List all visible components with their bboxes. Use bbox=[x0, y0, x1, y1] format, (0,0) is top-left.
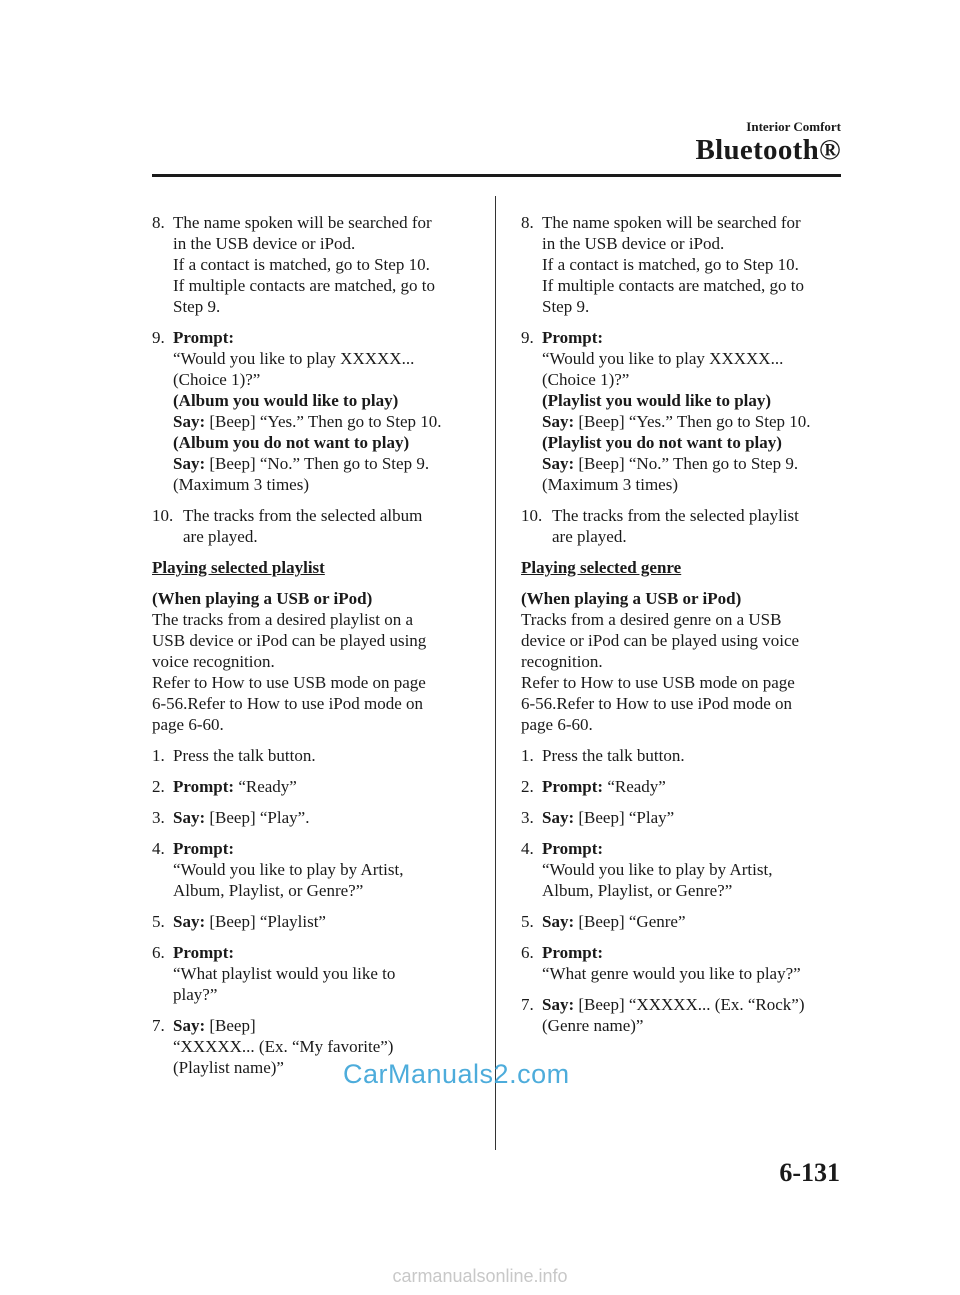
condition-note: (When playing a USB or iPod) bbox=[152, 589, 373, 608]
left-step-8 bbox=[152, 212, 470, 317]
step-number: 9. bbox=[521, 328, 534, 347]
step-number: 1. bbox=[152, 746, 165, 765]
right-step-1 bbox=[521, 745, 839, 766]
right-step-10 bbox=[521, 505, 839, 547]
text-line: (Playlist name)” bbox=[173, 1058, 284, 1077]
condition-note: (When playing a USB or iPod) bbox=[521, 589, 742, 608]
step-number: 3. bbox=[521, 808, 534, 827]
say-label: Say: bbox=[173, 1016, 206, 1035]
left-step-1 bbox=[152, 745, 470, 766]
section-heading: Playing selected genre bbox=[521, 558, 682, 577]
step-number: 4. bbox=[521, 839, 534, 858]
step-number: 10. bbox=[152, 506, 174, 525]
text-line: [Beep] “Play” bbox=[578, 808, 675, 827]
step-number: 9. bbox=[152, 328, 165, 347]
say-line bbox=[542, 411, 839, 432]
say-label: Say: bbox=[542, 412, 575, 431]
step-number: 2. bbox=[521, 777, 534, 796]
choice-condition: (Playlist you would like to play) bbox=[542, 391, 772, 410]
text-line: [Beep] “Genre” bbox=[578, 912, 686, 931]
text-line: Refer to How to use USB mode on page bbox=[521, 673, 795, 692]
right-step-2 bbox=[521, 776, 839, 797]
step-number: 8. bbox=[152, 213, 165, 232]
say-text: [Beep] “No.” Then go to Step 9. bbox=[578, 454, 799, 473]
prompt-label: Prompt: bbox=[542, 943, 604, 962]
say-line bbox=[173, 411, 470, 432]
say-text: [Beep] “No.” Then go to Step 9. bbox=[209, 454, 430, 473]
text-line: [Beep] bbox=[209, 1016, 256, 1035]
prompt-label: Prompt: bbox=[173, 777, 235, 796]
left-column bbox=[152, 212, 470, 1088]
left-step-2 bbox=[152, 776, 470, 797]
say-label: Say: bbox=[542, 995, 575, 1014]
say-text: [Beep] “Yes.” Then go to Step 10. bbox=[209, 412, 442, 431]
text-line: Tracks from a desired genre on a USB bbox=[521, 610, 782, 629]
text-line: voice recognition. bbox=[152, 652, 275, 671]
intro-paragraph bbox=[521, 588, 839, 735]
right-column bbox=[521, 212, 839, 1046]
say-line bbox=[542, 453, 839, 474]
text-line: device or iPod can be played using voice bbox=[521, 631, 800, 650]
text-line: The name spoken will be searched for bbox=[173, 213, 432, 232]
text-line: “Would you like to play XXXXX... bbox=[542, 349, 784, 368]
step-number: 1. bbox=[521, 746, 534, 765]
text-line: The tracks from the selected album bbox=[183, 506, 423, 525]
left-step-10 bbox=[152, 505, 470, 547]
page-number: 6-131 bbox=[779, 1158, 840, 1187]
text-line: If multiple contacts are matched, go to bbox=[173, 276, 435, 295]
choice-condition: (Album you do not want to play) bbox=[173, 433, 410, 452]
text-line: The name spoken will be searched for bbox=[542, 213, 801, 232]
section-heading: Playing selected playlist bbox=[152, 558, 325, 577]
left-step-4 bbox=[152, 838, 470, 901]
prompt-label: Prompt: bbox=[542, 777, 604, 796]
header-rule bbox=[152, 174, 841, 177]
text-line: “Ready” bbox=[607, 777, 666, 796]
say-label: Say: bbox=[173, 808, 206, 827]
text-line: Refer to How to use USB mode on page bbox=[152, 673, 426, 692]
left-step-9 bbox=[152, 327, 470, 495]
text-line: 6-56.Refer to How to use iPod mode on bbox=[152, 694, 424, 713]
step-number: 3. bbox=[152, 808, 165, 827]
say-label: Say: bbox=[173, 454, 206, 473]
watermark: CarManuals2.com bbox=[343, 1059, 570, 1089]
step-number: 4. bbox=[152, 839, 165, 858]
right-step-8 bbox=[521, 212, 839, 317]
text-line: The tracks from a desired playlist on a bbox=[152, 610, 414, 629]
column-divider bbox=[495, 196, 496, 1150]
step-number: 5. bbox=[152, 912, 165, 931]
left-step-5 bbox=[152, 911, 470, 932]
text-line: (Choice 1)?” bbox=[173, 370, 261, 389]
text-line: in the USB device or iPod. bbox=[173, 234, 356, 253]
text-line: “Would you like to play XXXXX... bbox=[173, 349, 415, 368]
text-line: If a contact is matched, go to Step 10. bbox=[542, 255, 799, 274]
text-line: recognition. bbox=[521, 652, 603, 671]
step-number: 7. bbox=[152, 1016, 165, 1035]
step-number: 6. bbox=[521, 943, 534, 962]
right-step-5 bbox=[521, 911, 839, 932]
step-number: 10. bbox=[521, 506, 543, 525]
right-step-4 bbox=[521, 838, 839, 901]
text-line: “XXXXX... (Ex. “My favorite”) bbox=[173, 1037, 394, 1056]
text-line: play?” bbox=[173, 985, 218, 1004]
text-line: Press the talk button. bbox=[542, 746, 685, 765]
text-line: If a contact is matched, go to Step 10. bbox=[173, 255, 430, 274]
prompt-label: Prompt: bbox=[542, 839, 604, 858]
step-number: 5. bbox=[521, 912, 534, 931]
prompt-label: Prompt: bbox=[173, 943, 235, 962]
text-line: 6-56.Refer to How to use iPod mode on bbox=[521, 694, 793, 713]
step-number: 8. bbox=[521, 213, 534, 232]
prompt-label: Prompt: bbox=[173, 328, 235, 347]
right-step-6 bbox=[521, 942, 839, 984]
text-line: (Genre name)” bbox=[542, 1016, 644, 1035]
text-line: “Would you like to play by Artist, bbox=[542, 860, 773, 879]
text-line: “What genre would you like to play?” bbox=[542, 964, 801, 983]
text-line: [Beep] “Play”. bbox=[209, 808, 310, 827]
say-text: [Beep] “Yes.” Then go to Step 10. bbox=[578, 412, 811, 431]
text-line: USB device or iPod can be played using bbox=[152, 631, 427, 650]
text-line: (Maximum 3 times) bbox=[542, 475, 678, 494]
prompt-label: Prompt: bbox=[542, 328, 604, 347]
prompt-label: Prompt: bbox=[173, 839, 235, 858]
text-line: The tracks from the selected playlist bbox=[552, 506, 799, 525]
text-line: “Ready” bbox=[238, 777, 297, 796]
right-step-9 bbox=[521, 327, 839, 495]
text-line: (Choice 1)?” bbox=[542, 370, 630, 389]
text-line: are played. bbox=[552, 527, 627, 546]
say-label: Say: bbox=[542, 454, 575, 473]
choice-condition: (Playlist you do not want to play) bbox=[542, 433, 782, 452]
text-line: “What playlist would you like to bbox=[173, 964, 396, 983]
text-line: If multiple contacts are matched, go to bbox=[542, 276, 804, 295]
text-line: [Beep] “Playlist” bbox=[209, 912, 326, 931]
intro-paragraph bbox=[152, 588, 470, 735]
step-number: 6. bbox=[152, 943, 165, 962]
header-title: Bluetooth® bbox=[695, 134, 841, 166]
step-number: 7. bbox=[521, 995, 534, 1014]
text-line: page 6-60. bbox=[152, 715, 224, 734]
text-line: (Maximum 3 times) bbox=[173, 475, 309, 494]
text-line: Album, Playlist, or Genre?” bbox=[173, 881, 364, 900]
text-line: in the USB device or iPod. bbox=[542, 234, 725, 253]
left-step-6 bbox=[152, 942, 470, 1005]
text-line: Press the talk button. bbox=[173, 746, 316, 765]
text-line: [Beep] “XXXXX... (Ex. “Rock”) bbox=[578, 995, 805, 1014]
text-line: Step 9. bbox=[542, 297, 590, 316]
text-line: are played. bbox=[183, 527, 258, 546]
footer-watermark: carmanualsonline.info bbox=[392, 1266, 568, 1286]
text-line: page 6-60. bbox=[521, 715, 593, 734]
text-line: Album, Playlist, or Genre?” bbox=[542, 881, 733, 900]
say-label: Say: bbox=[542, 808, 575, 827]
step-number: 2. bbox=[152, 777, 165, 796]
say-line bbox=[173, 453, 470, 474]
say-label: Say: bbox=[173, 412, 206, 431]
text-line: “Would you like to play by Artist, bbox=[173, 860, 404, 879]
say-label: Say: bbox=[542, 912, 575, 931]
text-line: Step 9. bbox=[173, 297, 221, 316]
right-step-7 bbox=[521, 994, 839, 1036]
header-section-label: Interior Comfort bbox=[746, 119, 841, 134]
right-step-3 bbox=[521, 807, 839, 828]
left-step-3 bbox=[152, 807, 470, 828]
say-label: Say: bbox=[173, 912, 206, 931]
choice-condition: (Album you would like to play) bbox=[173, 391, 399, 410]
